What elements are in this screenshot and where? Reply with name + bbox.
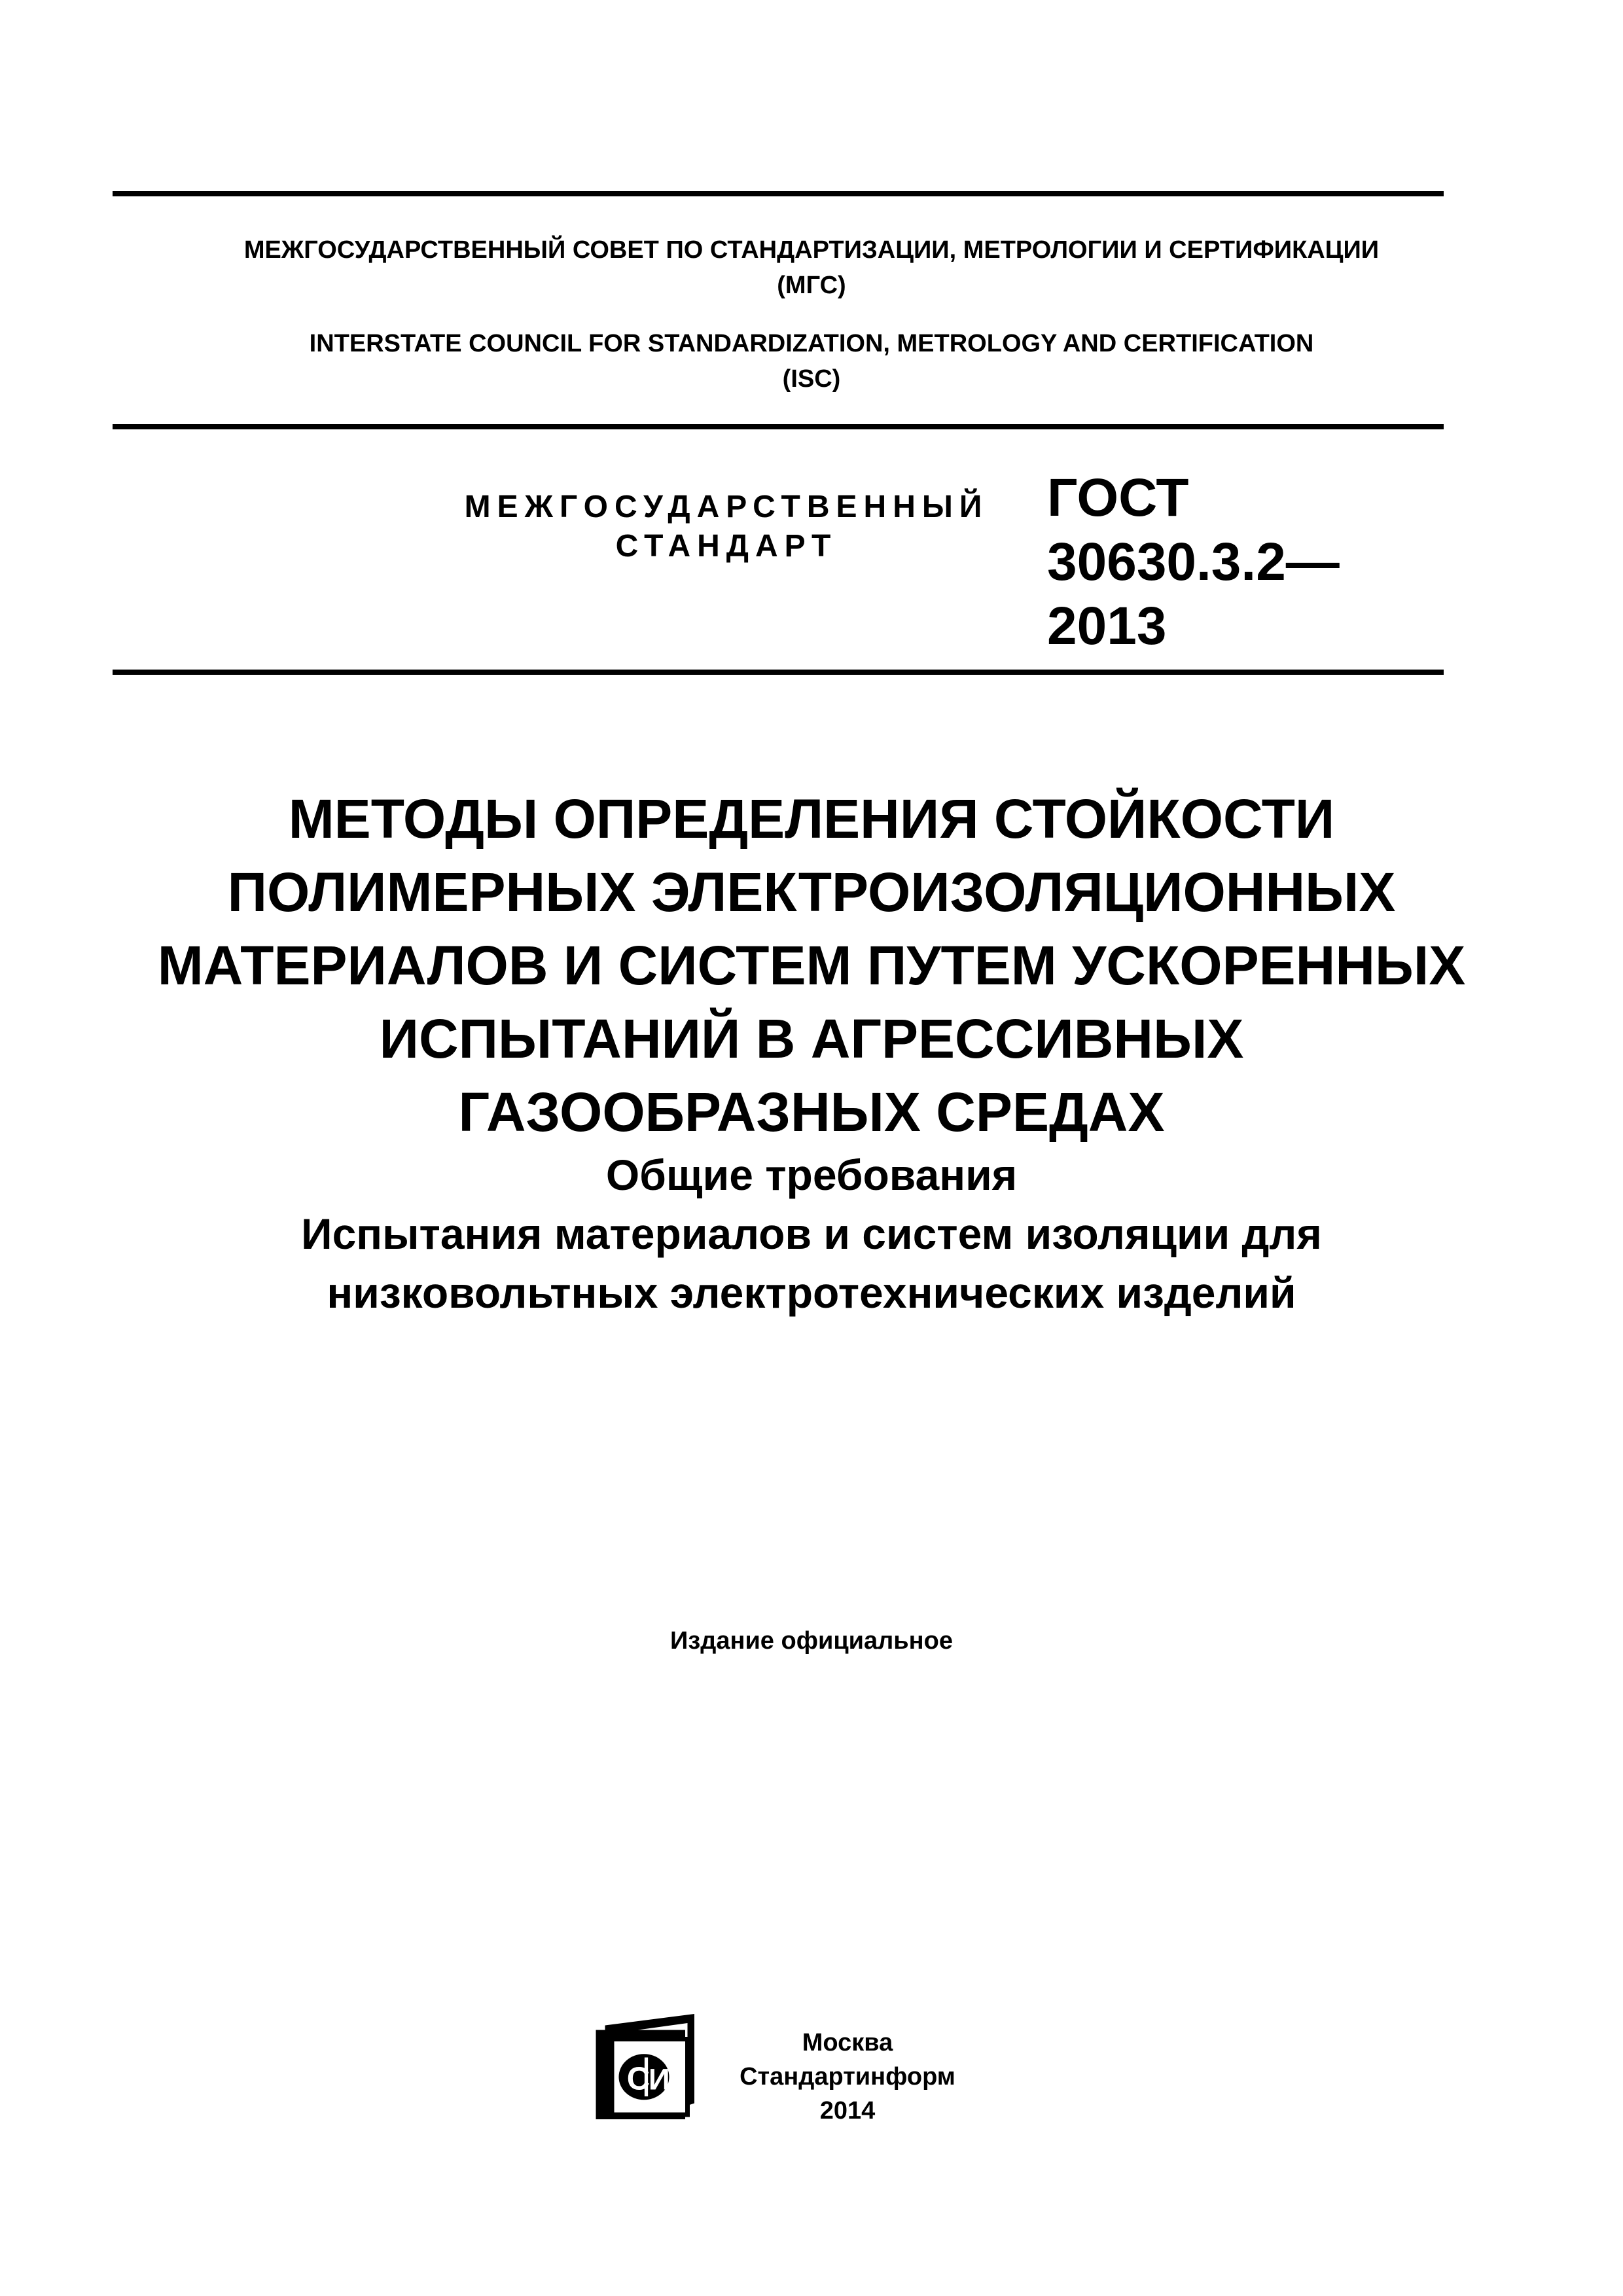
document-subtitle: [0, 1145, 1623, 1322]
council-en-line1: INTERSTATE COUNCIL FOR STANDARDIZATION, METROLOGY AND CERTIFICATION: [309, 330, 1314, 357]
standard-label-line1: МЕЖГОСУДАРСТВЕННЫЙ: [464, 490, 989, 524]
standartinform-logo-icon: [589, 2009, 704, 2124]
top-rule: [113, 191, 1444, 196]
publisher-city: Москва: [802, 2029, 893, 2056]
publisher-name: Стандартинформ: [740, 2063, 955, 2090]
bottom-rule: [113, 670, 1444, 675]
council-en: [0, 326, 1623, 397]
gost-line3: 2013: [1047, 596, 1167, 656]
middle-rule: [113, 424, 1444, 429]
title-line: МЕТОДЫ ОПРЕДЕЛЕНИЯ СТОЙКОСТИ: [288, 788, 1335, 850]
title-line: ГАЗООБРАЗНЫХ СРЕДАХ: [458, 1081, 1165, 1143]
svg-text:И: И: [649, 2062, 670, 2096]
subtitle-line: Испытания материалов и систем изоляции для: [301, 1210, 1322, 1258]
standard-label: [458, 488, 995, 566]
gost-line2: 30630.3.2—: [1047, 532, 1340, 592]
title-line: МАТЕРИАЛОВ И СИСТЕМ ПУТЕМ УСКОРЕННЫХ: [157, 935, 1466, 996]
gost-number: [1047, 466, 1340, 658]
council-ru-line2: (МГС): [777, 272, 846, 299]
council-en-line2: (ISC): [782, 365, 841, 393]
publisher: [707, 2026, 988, 2128]
subtitle-line: низковольтных электротехнических изделий: [327, 1268, 1296, 1317]
title-line: ПОЛИМЕРНЫХ ЭЛЕКТРОИЗОЛЯЦИОННЫХ: [227, 861, 1396, 923]
publisher-year: 2014: [819, 2097, 876, 2125]
document-title: [0, 782, 1623, 1149]
council-ru-line1: МЕЖГОСУДАРСТВЕННЫЙ СОВЕТ ПО СТАНДАРТИЗАЦИИ, МЕТРОЛОГИИ И СЕРТИФИКАЦИИ: [243, 236, 1380, 264]
standard-label-line2: СТАНДАРТ: [615, 529, 838, 564]
gost-line1: ГОСТ: [1047, 468, 1189, 528]
council-ru: [0, 232, 1623, 303]
svg-text:С: С: [626, 2061, 651, 2097]
subtitle-line: Общие требования: [605, 1151, 1018, 1199]
title-line: ИСПЫТАНИЙ В АГРЕССИВНЫХ: [379, 1008, 1244, 1069]
edition-note: Издание официальное: [670, 1627, 953, 1655]
